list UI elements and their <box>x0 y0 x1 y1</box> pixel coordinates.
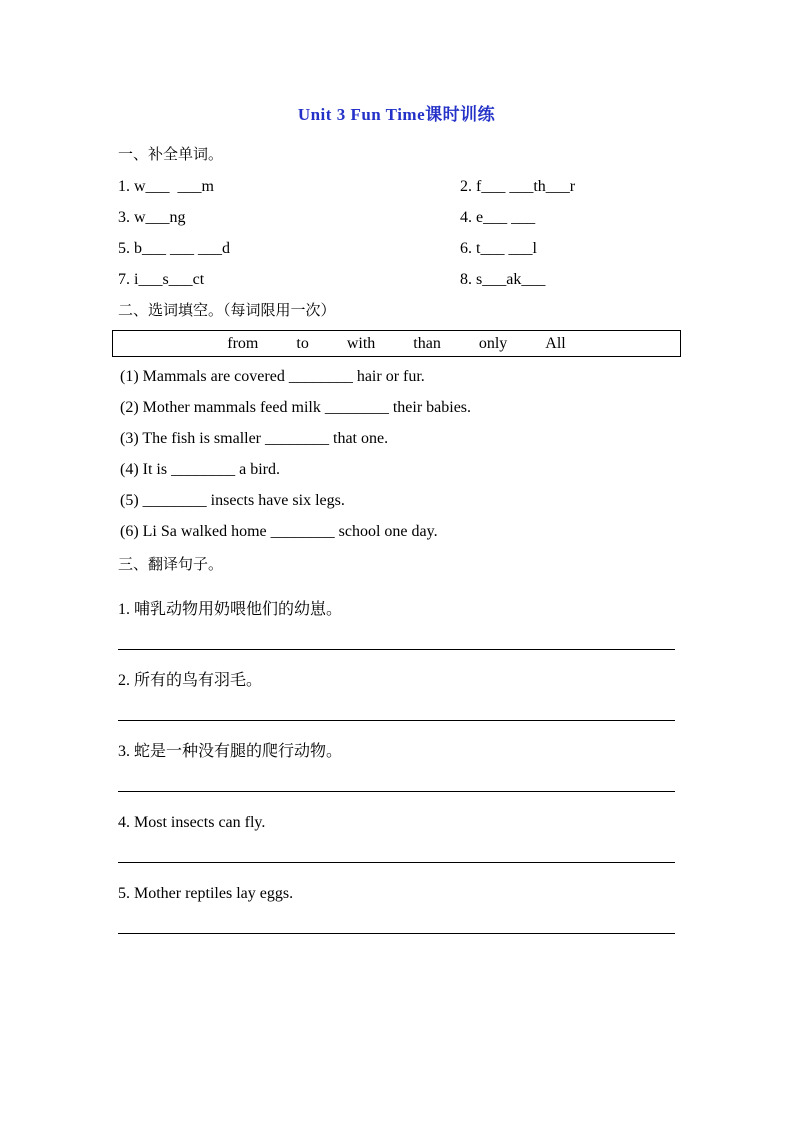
fill-blank-sentence-6: (6) Li Sa walked home ________ school one day. <box>120 523 438 540</box>
page-title: Unit 3 Fun Time课时训练 <box>297 105 496 124</box>
section1-heading: 一、补全单词。 <box>118 147 224 163</box>
word-bank-word: only <box>478 335 508 352</box>
translate-item <box>118 879 675 934</box>
translate-item <box>118 737 675 792</box>
word-item-1: 1. w___ ___m <box>118 178 214 195</box>
fill-blank-sentence-3: (3) The fish is smaller ________ that one. <box>120 430 389 447</box>
answer-line <box>118 933 675 934</box>
translate-sentence-4: 4. Most insects can fly. <box>118 814 266 831</box>
translate-sentence-3: 3. 蛇是一种没有腿的爬行动物。 <box>118 743 343 760</box>
word-item-2: 2. f___ ___th___r <box>460 178 576 195</box>
word-item-5: 5. b___ ___ ___d <box>118 240 230 257</box>
word-bank-word: All <box>545 335 566 352</box>
section-translate <box>118 549 675 934</box>
fill-blank-sentence-5: (5) ________ insects have six legs. <box>120 492 345 509</box>
word-bank-word: with <box>346 335 376 352</box>
word-bank-word: to <box>296 335 309 352</box>
word-item-4: 4. e___ ___ <box>460 209 536 226</box>
fill-blank-sentence-1: (1) Mammals are covered ________ hair or fur. <box>120 368 425 385</box>
section-fill-blanks <box>118 295 675 547</box>
word-bank-box <box>112 330 681 357</box>
translate-item <box>118 808 675 863</box>
answer-line <box>118 649 675 650</box>
section-complete-words <box>118 139 675 295</box>
translate-item <box>118 595 675 650</box>
section2-heading: 二、选词填空。（每词限用一次） <box>118 303 336 319</box>
translate-sentence-1: 1. 哺乳动物用奶喂他们的幼崽。 <box>118 601 343 618</box>
word-grid <box>118 171 675 295</box>
word-item-8: 8. s___ak___ <box>460 271 546 288</box>
word-item-7: 7. i___s___ct <box>118 271 205 288</box>
translate-item <box>118 666 675 721</box>
fill-blank-sentence-4: (4) It is ________ a bird. <box>120 461 280 478</box>
translate-sentence-5: 5. Mother reptiles lay eggs. <box>118 885 294 902</box>
fill-blank-sentence-2: (2) Mother mammals feed milk ________ their babies. <box>120 399 472 416</box>
word-item-6: 6. t___ ___l <box>460 240 537 257</box>
word-bank-word: than <box>413 335 441 352</box>
section3-heading: 三、翻译句子。 <box>118 557 224 573</box>
answer-line <box>118 791 675 792</box>
word-bank-word: from <box>227 335 259 352</box>
answer-line <box>118 862 675 863</box>
answer-line <box>118 720 675 721</box>
word-item-3: 3. w___ng <box>118 209 186 226</box>
translate-sentence-2: 2. 所有的鸟有羽毛。 <box>118 672 263 689</box>
